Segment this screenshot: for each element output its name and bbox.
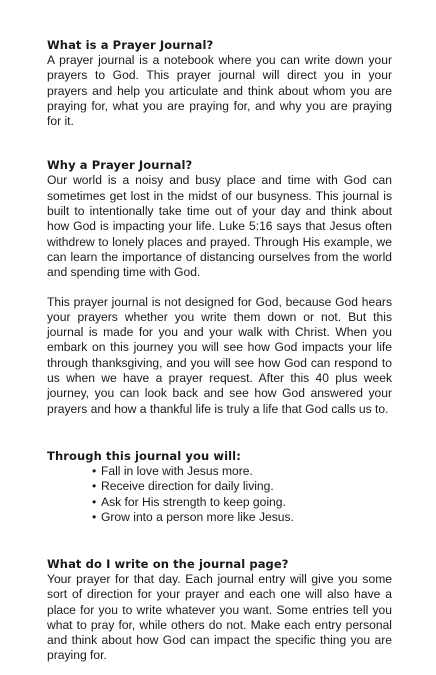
section-heading: What do I write on the journal page? [47, 556, 289, 571]
bullet-item: • Fall in love with Jesus more. [92, 464, 392, 480]
section-heading: Through this journal you will: [47, 448, 241, 463]
section-paragraph: A prayer journal is a notebook where you can write down your prayers to God. This prayer journal will direct you in your prayers and help you articulate and think about whom you are praying for, what you are praying for, and why you are praying for it. [47, 53, 392, 129]
section-heading: Why a Prayer Journal? [47, 158, 193, 173]
bullet-item: • Receive direction for daily living. [92, 479, 392, 495]
bullet-item: • Grow into a person more like Jesus. [92, 510, 392, 526]
document-page [47, 38, 392, 664]
bullet-list [47, 464, 392, 526]
section-what-is-prayer-journal [47, 38, 392, 129]
section-paragraph: Our world is a noisy and busy place and time with God can sometimes get lost in the midst of our busyness. This journal is built to intentionally take time out of your day and think about how God is impacting your life. Luke 5:16 says that Jesus often withdrew to lonely places and prayed. Through His example, we can learn the importance of distancing ourselves from the world and spending time with God. [47, 173, 392, 280]
section-paragraph: Your prayer for that day. Each journal entry will give you some sort of direction for your prayer and each one will also have a place for you to write whatever you want. Some entries tell you what to pray for, while others do not. Make each entry personal and think about how God can impact the specific thing you are praying for. [47, 571, 392, 663]
section-why-prayer-journal [47, 158, 392, 416]
section-what-to-write [47, 557, 392, 664]
section-heading: What is a Prayer Journal? [47, 38, 214, 52]
section-paragraph: This prayer journal is not designed for God, because God hears your prayers whether you write them down or not. But this journal is made for you and your walk with Christ. When you embark on this journey you will see how God impacts your life through thanksgiving, and you will see how God can respond to us when we have a prayer request. After this 40 plus week journey, you can look back and see how God answered your prayers and how a thankful life is truly a life that God calls us to. [47, 294, 392, 416]
section-through-this-journal [47, 449, 392, 526]
bullet-item: • Ask for His strength to keep going. [92, 495, 392, 511]
